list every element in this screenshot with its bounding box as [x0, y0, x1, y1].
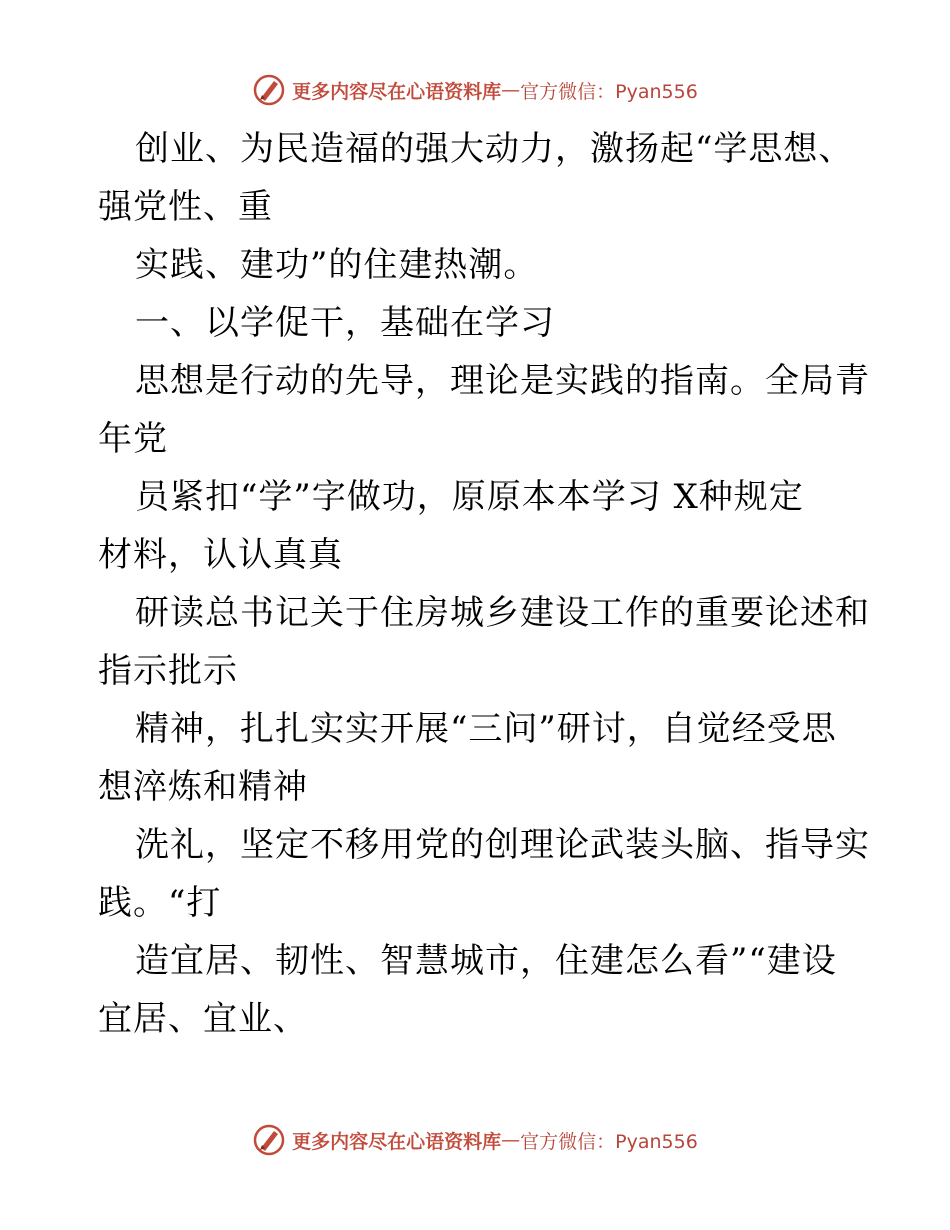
pen-logo-icon: [252, 1123, 286, 1157]
text-line: 想淬炼和精神: [98, 767, 308, 807]
text-line: 指示批示: [98, 651, 238, 691]
text-line: 员紧扣“学”字做功，原原本本学习 X种规定: [135, 477, 804, 517]
text-line: 创业、为民造福的强大动力，激扬起“学思想、: [135, 129, 854, 169]
footer-brand: 更多内容尽在心语资料库: [292, 1130, 502, 1153]
text-line: 研读总书记关于住房城乡建设工作的重要论述和: [135, 593, 870, 633]
text-line: 洗礼，坚定不移用党的创理论武装头脑、指导实: [135, 825, 870, 865]
footer-separator: —: [501, 1129, 521, 1151]
document-body: [98, 120, 870, 1048]
pen-logo-icon: [252, 73, 286, 107]
text-line: 造宜居、韧性、智慧城市，住建怎么看”“建设: [135, 941, 837, 981]
section-heading: 一、以学促干，基础在学习: [135, 303, 555, 343]
header-separator: —: [501, 79, 521, 101]
text-line: 宜居、宜业、: [98, 999, 308, 1039]
text-line: 思想是行动的先导，理论是实践的指南。全局青: [135, 361, 870, 401]
text-line: 材料，认认真真: [98, 535, 343, 575]
text-line: 强党性、重: [98, 187, 273, 227]
footer-wechat: 官方微信：Pyan556: [520, 1130, 698, 1153]
header-wechat: 官方微信：Pyan556: [520, 80, 698, 103]
text-line: 精神，扎扎实实开展“三问”研讨，自觉经受思: [135, 709, 837, 749]
text-line: 践。“打: [98, 883, 222, 923]
header-watermark: [0, 70, 950, 110]
text-line: 实践、建功”的住建热潮。: [135, 245, 539, 285]
footer-watermark: [0, 1120, 950, 1160]
text-line: 年党: [98, 419, 168, 459]
header-brand: 更多内容尽在心语资料库: [292, 80, 502, 103]
